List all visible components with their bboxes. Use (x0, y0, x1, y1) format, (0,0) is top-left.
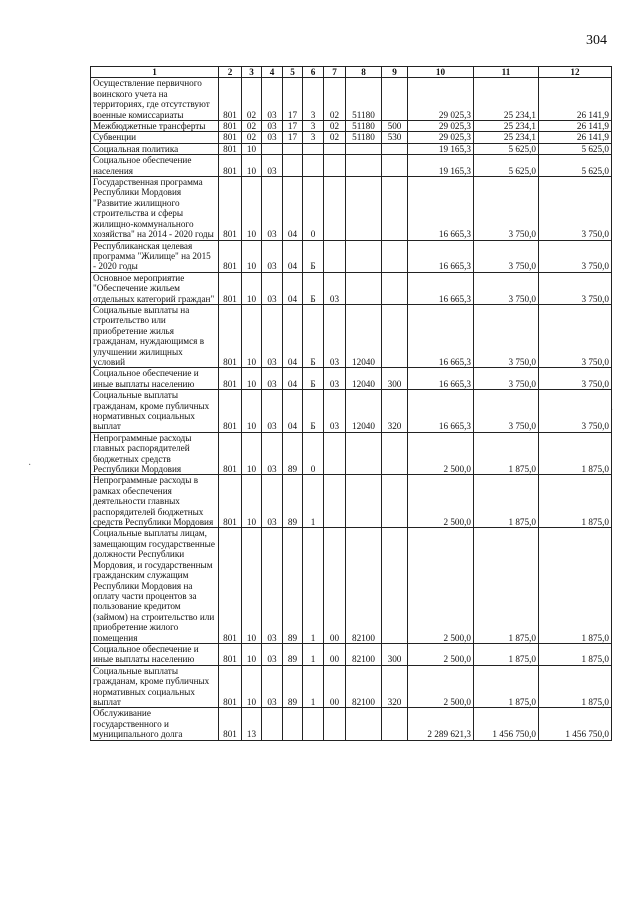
subsection-code: 03 (262, 272, 283, 304)
subsection-code (262, 143, 283, 154)
subprogram-code: 1 (303, 643, 324, 665)
amount-col-12: 1 875,0 (539, 432, 612, 475)
table-row (91, 643, 612, 665)
row-name: Непрограммные расходы в рамках обеспечения деятельности главных распорядителей бюджетных средств Республики Мордовия (91, 475, 219, 528)
subsection-code (262, 708, 283, 740)
section-code: 10 (242, 528, 262, 643)
expense-type-code (382, 304, 408, 367)
expense-type-code (382, 143, 408, 154)
amount-col-12: 5 625,0 (539, 155, 612, 177)
admin-code: 801 (219, 432, 242, 475)
amount-col-10: 2 289 621,3 (408, 708, 474, 740)
activity-code: 03 (324, 304, 346, 367)
section-code: 10 (242, 272, 262, 304)
table-row (91, 304, 612, 367)
amount-col-12: 1 875,0 (539, 528, 612, 643)
subprogram-code: Б (303, 240, 324, 272)
expense-type-code (382, 432, 408, 475)
activity-code (324, 143, 346, 154)
column-header-6: 6 (303, 67, 324, 78)
subprogram-code: 0 (303, 177, 324, 240)
row-name: Социальные выплаты на строительство или приобретение жилья гражданам, нуждающимся в улучшении жилищных условий (91, 304, 219, 367)
amount-col-10: 2 500,0 (408, 432, 474, 475)
subprogram-code: Б (303, 304, 324, 367)
expense-type-code: 320 (382, 665, 408, 708)
subsection-code: 03 (262, 177, 283, 240)
amount-col-11: 3 750,0 (474, 390, 539, 433)
activity-code (324, 240, 346, 272)
page-number: 304 (586, 33, 607, 48)
admin-code: 801 (219, 132, 242, 143)
row-name: Социальные выплаты гражданам, кроме публичных нормативных социальных выплат (91, 390, 219, 433)
admin-code: 801 (219, 78, 242, 121)
section-code: 10 (242, 475, 262, 528)
direction-code: 82100 (346, 665, 382, 708)
column-header-2: 2 (219, 67, 242, 78)
section-code: 13 (242, 708, 262, 740)
subprogram-code: Б (303, 368, 324, 390)
direction-code: 51180 (346, 78, 382, 121)
amount-col-12: 3 750,0 (539, 177, 612, 240)
section-code: 02 (242, 121, 262, 132)
direction-code: 51180 (346, 121, 382, 132)
subsection-code: 03 (262, 368, 283, 390)
admin-code: 801 (219, 121, 242, 132)
column-header-5: 5 (283, 67, 303, 78)
row-name: Республиканская целевая программа "Жилище" на 2015 - 2020 годы (91, 240, 219, 272)
amount-col-11: 3 750,0 (474, 240, 539, 272)
subprogram-code (303, 708, 324, 740)
table-row (91, 475, 612, 528)
expense-type-code (382, 155, 408, 177)
table-row (91, 272, 612, 304)
column-header-7: 7 (324, 67, 346, 78)
table-row (91, 528, 612, 643)
subsection-code: 03 (262, 155, 283, 177)
row-name: Социальные выплаты гражданам, кроме публичных нормативных социальных выплат (91, 665, 219, 708)
activity-code: 00 (324, 665, 346, 708)
subsection-code: 03 (262, 390, 283, 433)
program-code: 04 (283, 272, 303, 304)
expense-type-code (382, 240, 408, 272)
expense-type-code: 500 (382, 121, 408, 132)
row-name: Социальное обеспечение населения (91, 155, 219, 177)
amount-col-11: 1 875,0 (474, 432, 539, 475)
direction-code (346, 240, 382, 272)
direction-code: 82100 (346, 528, 382, 643)
amount-col-12: 3 750,0 (539, 390, 612, 433)
amount-col-10: 16 665,3 (408, 304, 474, 367)
amount-col-10: 29 025,3 (408, 78, 474, 121)
direction-code (346, 177, 382, 240)
subprogram-code: Б (303, 272, 324, 304)
table-row (91, 177, 612, 240)
program-code: 04 (283, 368, 303, 390)
section-code: 02 (242, 132, 262, 143)
row-name: Социальная политика (91, 143, 219, 154)
row-name: Обслуживание государственного и муниципального долга (91, 708, 219, 740)
admin-code: 801 (219, 272, 242, 304)
amount-col-11: 3 750,0 (474, 368, 539, 390)
section-code: 10 (242, 390, 262, 433)
column-header-4: 4 (262, 67, 283, 78)
activity-code: 03 (324, 272, 346, 304)
subprogram-code: Б (303, 390, 324, 433)
section-code: 10 (242, 665, 262, 708)
amount-col-12: 1 875,0 (539, 643, 612, 665)
row-name: Субвенции (91, 132, 219, 143)
amount-col-12: 1 875,0 (539, 475, 612, 528)
expense-type-code (382, 708, 408, 740)
amount-col-12: 26 141,9 (539, 132, 612, 143)
subprogram-code: 3 (303, 78, 324, 121)
amount-col-10: 2 500,0 (408, 475, 474, 528)
table-row (91, 240, 612, 272)
admin-code: 801 (219, 143, 242, 154)
table-row (91, 155, 612, 177)
subprogram-code: 0 (303, 432, 324, 475)
program-code: 04 (283, 304, 303, 367)
amount-col-10: 19 165,3 (408, 155, 474, 177)
amount-col-12: 1 456 750,0 (539, 708, 612, 740)
admin-code: 801 (219, 665, 242, 708)
section-code: 10 (242, 368, 262, 390)
program-code: 04 (283, 390, 303, 433)
direction-code: 12040 (346, 390, 382, 433)
subsection-code: 03 (262, 643, 283, 665)
program-code (283, 143, 303, 154)
subsection-code: 03 (262, 432, 283, 475)
amount-col-10: 2 500,0 (408, 528, 474, 643)
column-header-12: 12 (539, 67, 612, 78)
admin-code: 801 (219, 390, 242, 433)
direction-code (346, 708, 382, 740)
subsection-code: 03 (262, 304, 283, 367)
amount-col-11: 3 750,0 (474, 272, 539, 304)
subprogram-code: 3 (303, 121, 324, 132)
admin-code: 801 (219, 155, 242, 177)
direction-code: 12040 (346, 368, 382, 390)
expense-type-code (382, 528, 408, 643)
scan-speck: · (610, 405, 614, 416)
admin-code: 801 (219, 475, 242, 528)
section-code: 02 (242, 78, 262, 121)
program-code: 17 (283, 121, 303, 132)
activity-code: 00 (324, 528, 346, 643)
section-code: 10 (242, 432, 262, 475)
amount-col-12: 3 750,0 (539, 304, 612, 367)
subprogram-code (303, 143, 324, 154)
table-row (91, 368, 612, 390)
expense-type-code (382, 272, 408, 304)
expense-type-code (382, 177, 408, 240)
direction-code: 82100 (346, 643, 382, 665)
subsection-code: 03 (262, 132, 283, 143)
subprogram-code: 1 (303, 528, 324, 643)
amount-col-10: 2 500,0 (408, 643, 474, 665)
program-code: 89 (283, 475, 303, 528)
table-row (91, 665, 612, 708)
amount-col-10: 16 665,3 (408, 240, 474, 272)
amount-col-12: 1 875,0 (539, 665, 612, 708)
column-header-9: 9 (382, 67, 408, 78)
activity-code: 00 (324, 643, 346, 665)
direction-code: 12040 (346, 304, 382, 367)
table-row (91, 708, 612, 740)
activity-code: 02 (324, 121, 346, 132)
row-name: Межбюджетные трансферты (91, 121, 219, 132)
amount-col-10: 16 665,3 (408, 368, 474, 390)
amount-col-11: 1 875,0 (474, 643, 539, 665)
amount-col-12: 3 750,0 (539, 240, 612, 272)
subsection-code: 03 (262, 665, 283, 708)
direction-code (346, 475, 382, 528)
table-row (91, 78, 612, 121)
section-code: 10 (242, 240, 262, 272)
row-name: Государственная программа Республики Мордовия "Развитие жилищного строительства и сферы жилищно-коммунального хозяйства" на 2014 - 2020 годы (91, 177, 219, 240)
activity-code: 03 (324, 390, 346, 433)
amount-col-11: 1 875,0 (474, 475, 539, 528)
table-row (91, 432, 612, 475)
amount-col-10: 16 665,3 (408, 177, 474, 240)
amount-col-11: 5 625,0 (474, 155, 539, 177)
amount-col-11: 3 750,0 (474, 304, 539, 367)
row-name: Социальное обеспечение и иные выплаты населению (91, 643, 219, 665)
subprogram-code: 1 (303, 665, 324, 708)
program-code: 17 (283, 132, 303, 143)
admin-code: 801 (219, 643, 242, 665)
column-header-1: 1 (91, 67, 219, 78)
direction-code (346, 432, 382, 475)
column-header-3: 3 (242, 67, 262, 78)
subsection-code: 03 (262, 528, 283, 643)
admin-code: 801 (219, 528, 242, 643)
direction-code (346, 272, 382, 304)
expense-type-code (382, 475, 408, 528)
section-code: 10 (242, 155, 262, 177)
row-name: Основное мероприятие "Обеспечение жильем отдельных категорий граждан" (91, 272, 219, 304)
amount-col-10: 29 025,3 (408, 132, 474, 143)
expense-type-code (382, 78, 408, 121)
expense-type-code: 300 (382, 643, 408, 665)
activity-code (324, 708, 346, 740)
row-name: Непрограммные расходы главных распорядителей бюджетных средств Республики Мордовия (91, 432, 219, 475)
direction-code (346, 155, 382, 177)
subprogram-code: 1 (303, 475, 324, 528)
program-code: 89 (283, 643, 303, 665)
expense-type-code: 530 (382, 132, 408, 143)
amount-col-11: 5 625,0 (474, 143, 539, 154)
activity-code (324, 155, 346, 177)
activity-code: 03 (324, 368, 346, 390)
activity-code (324, 432, 346, 475)
table-row (91, 132, 612, 143)
amount-col-11: 1 456 750,0 (474, 708, 539, 740)
subsection-code: 03 (262, 78, 283, 121)
table-body (91, 78, 612, 740)
subsection-code: 03 (262, 475, 283, 528)
activity-code (324, 475, 346, 528)
admin-code: 801 (219, 368, 242, 390)
amount-col-11: 25 234,1 (474, 78, 539, 121)
amount-col-11: 1 875,0 (474, 528, 539, 643)
subsection-code: 03 (262, 240, 283, 272)
activity-code (324, 177, 346, 240)
subsection-code: 03 (262, 121, 283, 132)
subprogram-code: 3 (303, 132, 324, 143)
table-row (91, 143, 612, 154)
amount-col-10: 2 500,0 (408, 665, 474, 708)
section-code: 10 (242, 643, 262, 665)
admin-code: 801 (219, 240, 242, 272)
table-row (91, 121, 612, 132)
amount-col-12: 5 625,0 (539, 143, 612, 154)
admin-code: 801 (219, 177, 242, 240)
amount-col-11: 3 750,0 (474, 177, 539, 240)
row-name: Социальные выплаты лицам, замещающим государственные должности Республики Мордовия, и государственным гражданским служащим Республики Мордовия на оплату части процентов за пользование кредитом (займом) на строительство или приобретение жилого помещения (91, 528, 219, 643)
direction-code (346, 143, 382, 154)
amount-col-11: 25 234,1 (474, 132, 539, 143)
amount-col-10: 16 665,3 (408, 390, 474, 433)
admin-code: 801 (219, 304, 242, 367)
program-code: 17 (283, 78, 303, 121)
table-header (91, 67, 612, 78)
amount-col-11: 25 234,1 (474, 121, 539, 132)
row-name: Социальное обеспечение и иные выплаты населению (91, 368, 219, 390)
section-code: 10 (242, 304, 262, 367)
expense-type-code: 320 (382, 390, 408, 433)
amount-col-11: 1 875,0 (474, 665, 539, 708)
expense-type-code: 300 (382, 368, 408, 390)
section-code: 10 (242, 143, 262, 154)
column-header-10: 10 (408, 67, 474, 78)
activity-code: 02 (324, 132, 346, 143)
amount-col-10: 29 025,3 (408, 121, 474, 132)
amount-col-12: 26 141,9 (539, 121, 612, 132)
program-code: 89 (283, 432, 303, 475)
direction-code: 51180 (346, 132, 382, 143)
admin-code: 801 (219, 708, 242, 740)
column-header-8: 8 (346, 67, 382, 78)
program-code: 89 (283, 665, 303, 708)
program-code: 04 (283, 240, 303, 272)
program-code: 89 (283, 528, 303, 643)
amount-col-12: 26 141,9 (539, 78, 612, 121)
scan-speck: · (28, 460, 32, 471)
budget-table (90, 66, 612, 741)
subprogram-code (303, 155, 324, 177)
amount-col-12: 3 750,0 (539, 368, 612, 390)
column-header-11: 11 (474, 67, 539, 78)
amount-col-10: 19 165,3 (408, 143, 474, 154)
program-code (283, 155, 303, 177)
program-code: 04 (283, 177, 303, 240)
table-row (91, 390, 612, 433)
amount-col-12: 3 750,0 (539, 272, 612, 304)
row-name: Осуществление первичного воинского учета на территориях, где отсутствуют военные комиссариаты (91, 78, 219, 121)
amount-col-10: 16 665,3 (408, 272, 474, 304)
program-code (283, 708, 303, 740)
section-code: 10 (242, 177, 262, 240)
activity-code: 02 (324, 78, 346, 121)
